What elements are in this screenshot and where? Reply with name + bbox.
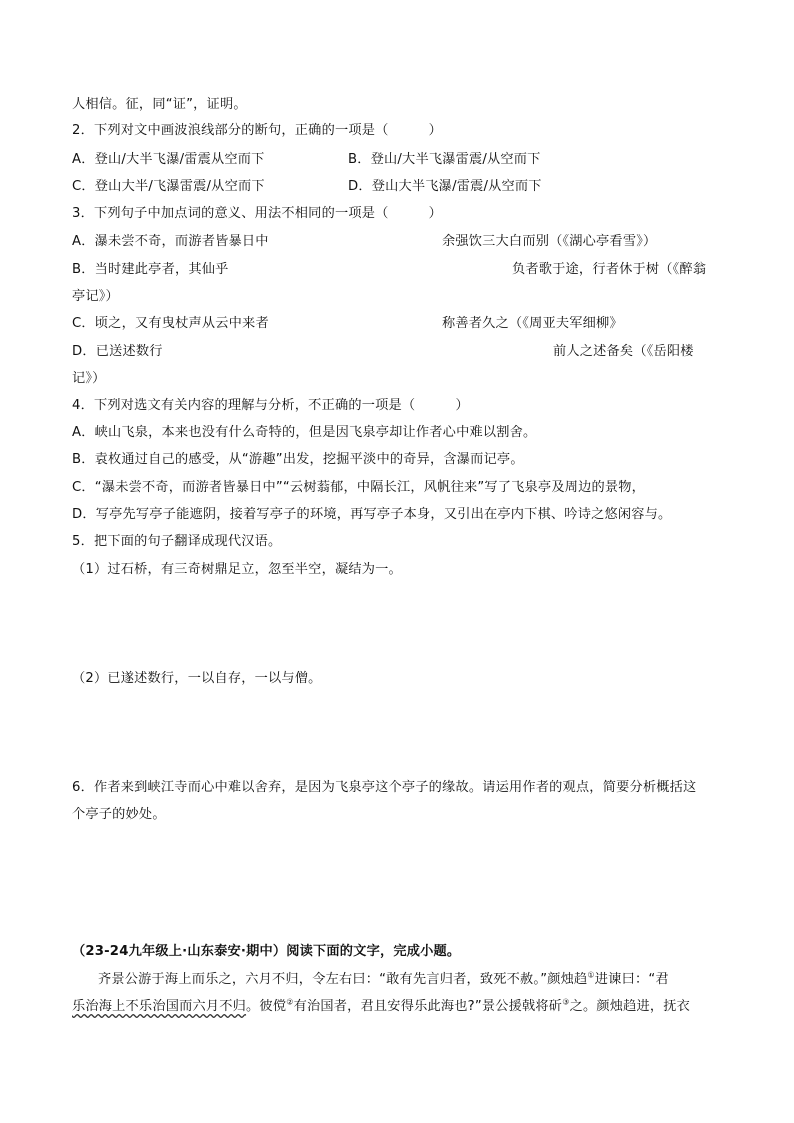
footnote-marker: ① xyxy=(587,970,595,980)
passage-text: 进谏曰：“君 xyxy=(594,972,669,987)
option-3d: D．已送述数行 xyxy=(72,344,163,359)
text-line: 人相信。征，同“证”，证明。 xyxy=(72,97,247,112)
question-3: 3．下列句子中加点词的意义、用法不相同的一项是（ ） xyxy=(72,206,443,221)
option-4a: A．峡山飞泉，本来也没有什么奇特的，但是因飞泉亭却让作者心中难以割舍。 xyxy=(72,425,537,440)
passage-text: 齐景公游于海上而乐之，六月不归，令左右曰：“敢有先言归者，致死不赦。”颜烛趋 xyxy=(98,972,588,987)
footnote-marker: ③ xyxy=(562,997,570,1007)
section-heading: （23-24九年级上·山东泰安·期中）阅读下面的文字，完成小题。 xyxy=(72,944,461,959)
option-4d: D．写亭先写亭子能遮阴，接着写亭子的环境，再写亭子本身，又引出在亭内下棋、吟诗之悠闲容与。 xyxy=(72,507,672,522)
option-3d-compare: 前人之述备矣（《岳阳楼 xyxy=(553,344,694,359)
option-3c-compare: 称善者久之（《周亚夫军细柳》 xyxy=(442,316,623,331)
passage-text: 。彼傥 xyxy=(246,999,287,1014)
option-3b-compare-cont: 亭记》） xyxy=(72,289,119,304)
option-4c: C．“瀑未尝不奇，而游者皆暴日中”“云树蓊郁，中隔长江，风帆往来”写了飞泉亭及周边的景物， xyxy=(72,480,646,495)
wavy-underlined-text: 乐治海上不乐治国而六月不归 xyxy=(72,999,247,1014)
option-3a-compare: 余强饮三大白而别（《湖心亭看雪》） xyxy=(442,234,657,249)
passage-line-2 xyxy=(72,998,690,1016)
option-3c: C．顷之，又有曳杖声从云中来者 xyxy=(72,316,269,331)
question-4: 4．下列对选文有关内容的理解与分析，不正确的一项是（ ） xyxy=(72,398,469,413)
option-3d-compare-cont: 记》） xyxy=(72,371,106,386)
option-4b: B．袁枚通过自己的感受，从“游趣”出发，挖掘平淡中的奇异，含瀑而记亭。 xyxy=(72,452,524,467)
question-5-1: （1）过石桥，有三奇树鼎足立，忽至半空，凝结为一。 xyxy=(72,562,402,577)
option-2d: D．登山大半飞瀑/雷震/从空而下 xyxy=(348,179,542,194)
option-3b: B．当时建此亭者，其仙乎 xyxy=(72,262,229,277)
footnote-marker: ② xyxy=(286,997,294,1007)
option-2b: B．登山/大半飞瀑雷震/从空而下 xyxy=(348,152,541,167)
passage-text: 有治国者，君且安得乐此海也?”景公援戟将斫 xyxy=(293,999,563,1014)
question-2: 2．下列对文中画波浪线部分的断句，正确的一项是（ ） xyxy=(72,123,443,138)
option-2a: A．登山/大半飞瀑/雷震从空而下 xyxy=(72,152,265,167)
question-5-2: （2）已遂述数行，一以自存，一以与僧。 xyxy=(72,671,322,686)
option-3b-compare: 负者歌于途，行者休于树（《醉翁 xyxy=(512,262,707,277)
question-6-cont: 个亭子的妙处。 xyxy=(72,807,166,822)
option-3a: A．瀑未尝不奇，而游者皆暴日中 xyxy=(72,234,269,249)
question-5: 5．把下面的句子翻译成现代汉语。 xyxy=(72,534,282,549)
option-2c: C．登山大半/飞瀑雷震/从空而下 xyxy=(72,179,265,194)
passage-line-1 xyxy=(98,971,669,989)
passage-text: 之。颜烛趋进，抚衣 xyxy=(569,999,691,1014)
question-6: 6．作者来到峡江寺而心中难以舍弃，是因为飞泉亭这个亭子的缘故。请运用作者的观点，简要分析概括这 xyxy=(72,780,697,795)
